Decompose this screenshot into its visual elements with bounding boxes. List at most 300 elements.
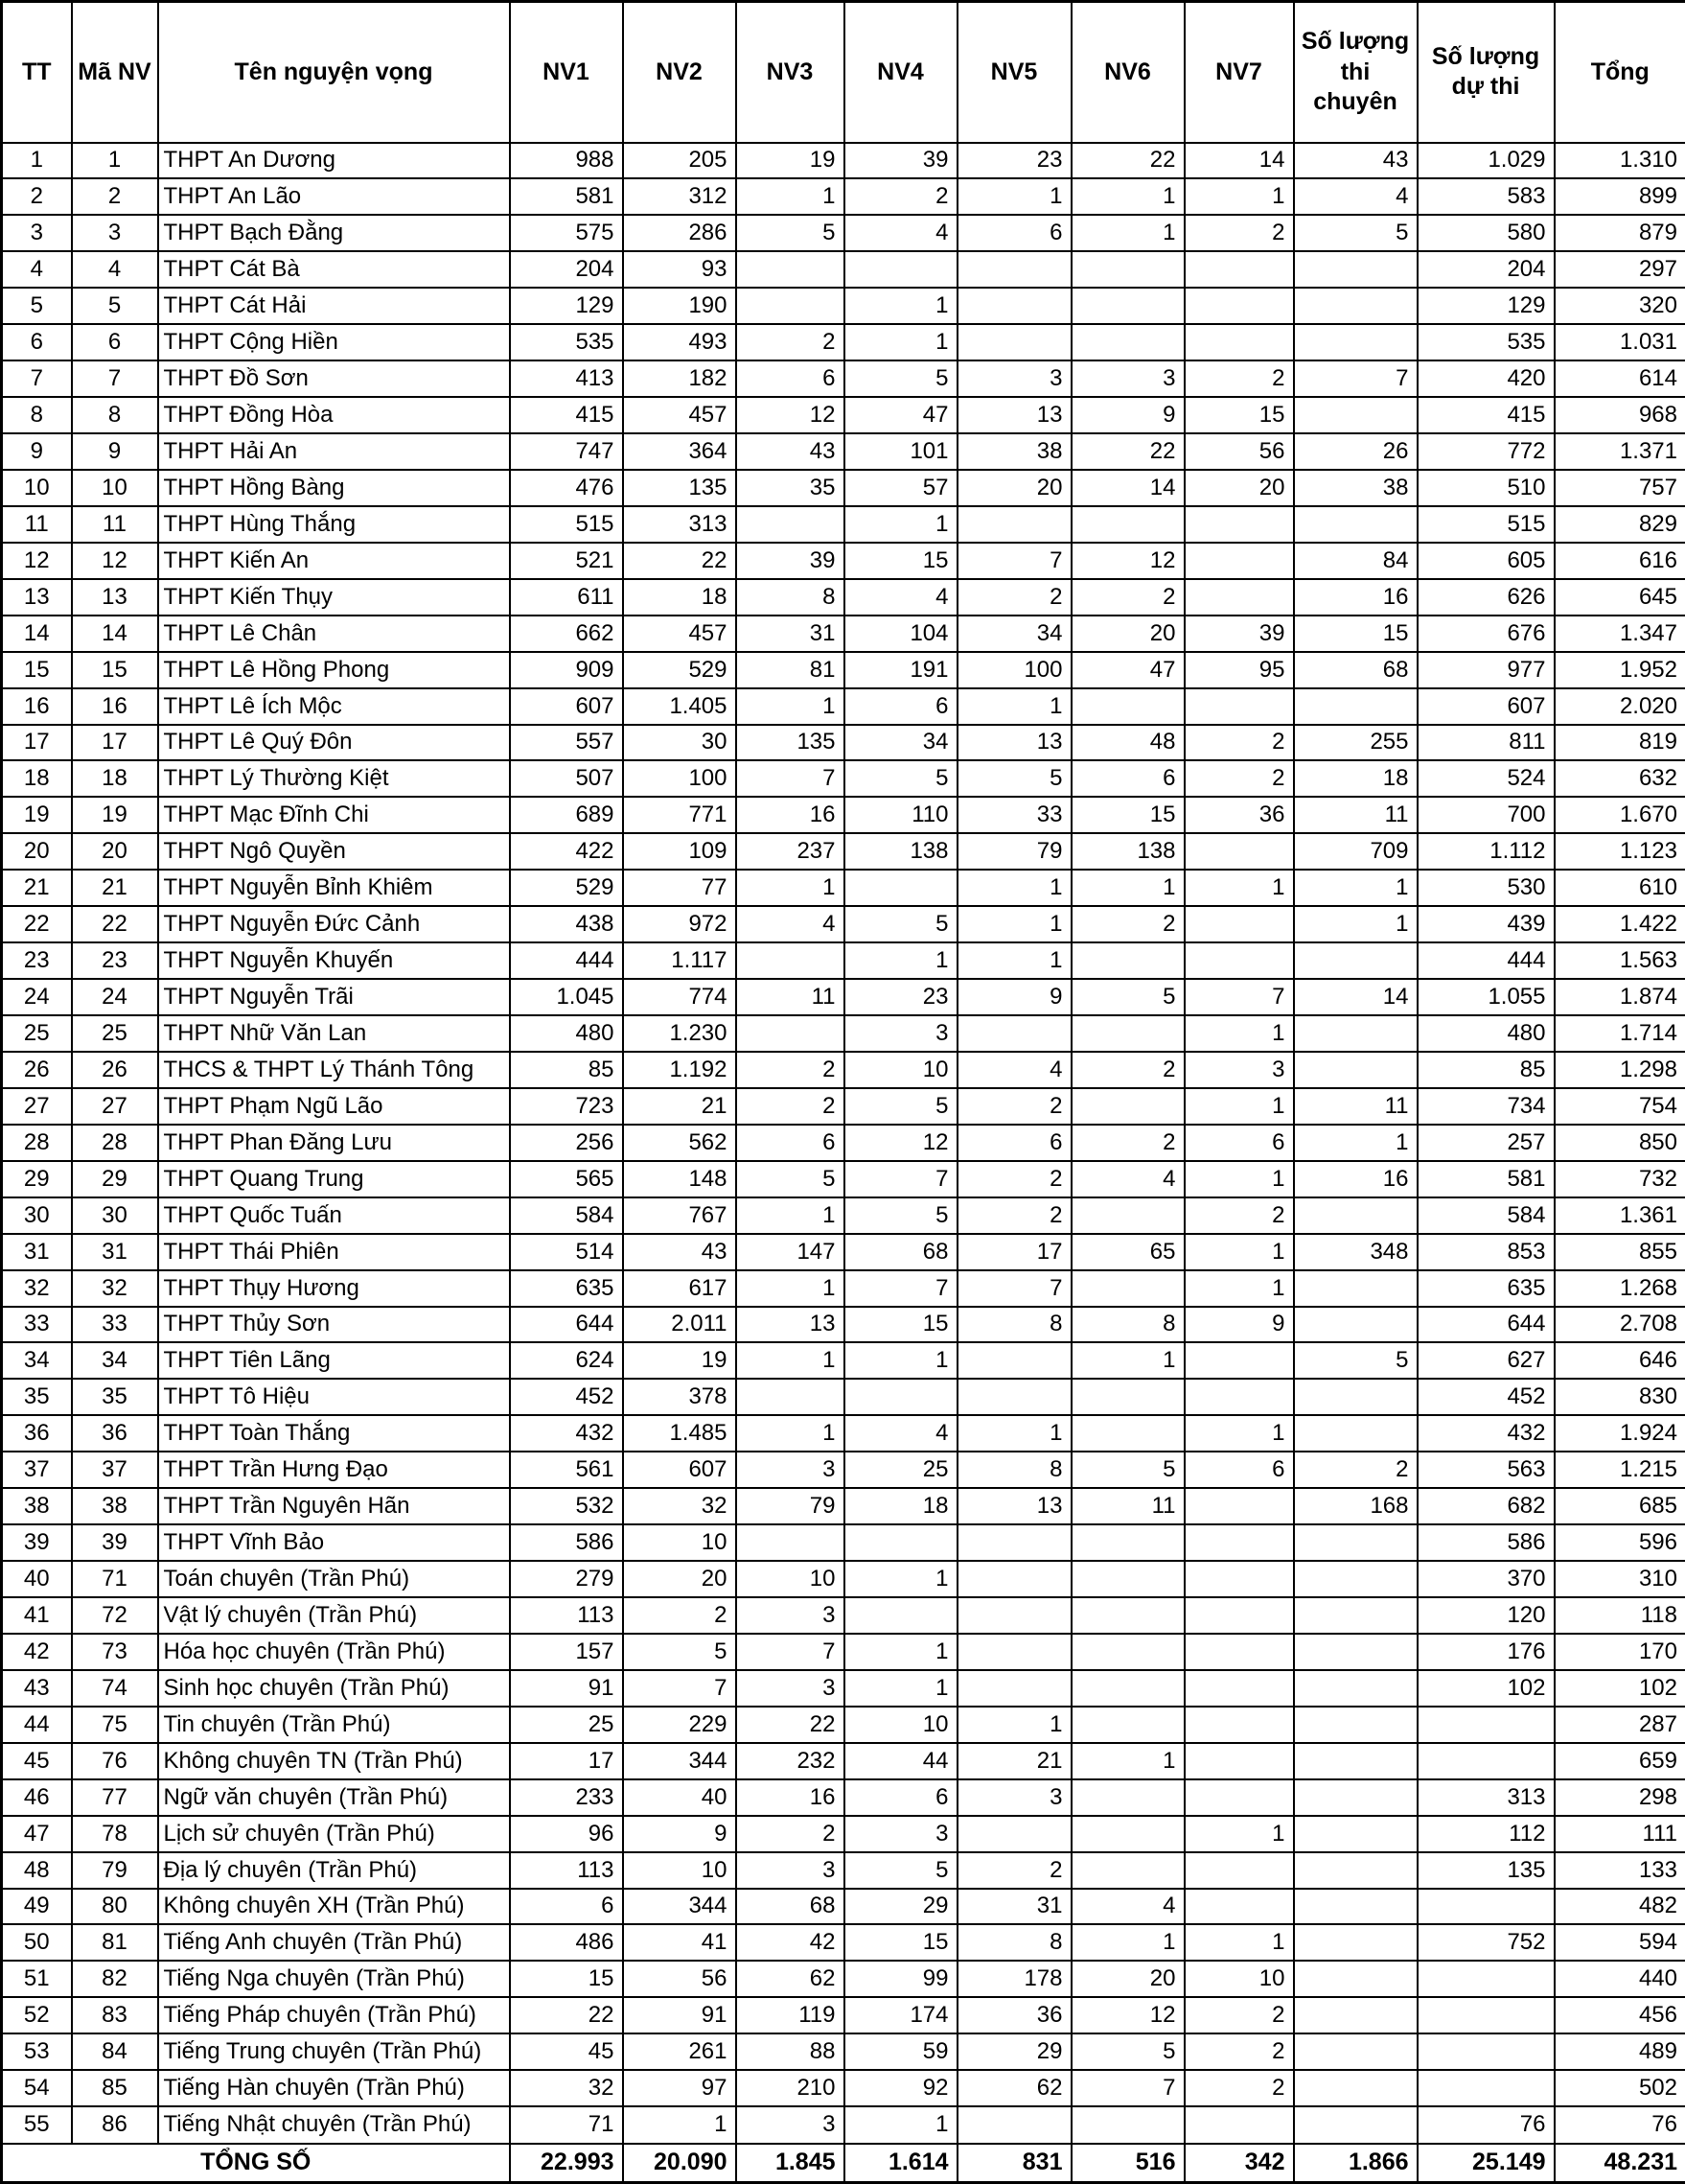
cell-tt: 27 <box>2 1088 72 1125</box>
cell-nv6: 1 <box>1072 1924 1185 1961</box>
cell-tong: 1.422 <box>1555 906 1685 942</box>
cell-nv7: 6 <box>1185 1125 1294 1161</box>
cell-nv6 <box>1072 324 1185 360</box>
cell-ma: 19 <box>72 797 158 833</box>
cell-nv2: 229 <box>623 1707 736 1743</box>
cell-nv4: 2 <box>844 178 958 215</box>
cell-tt: 20 <box>2 833 72 870</box>
cell-tt: 39 <box>2 1524 72 1561</box>
cell-tong: 2.020 <box>1555 688 1685 725</box>
cell-duthi: 563 <box>1418 1452 1555 1488</box>
cell-tong: 754 <box>1555 1088 1685 1125</box>
cell-ma: 23 <box>72 942 158 979</box>
cell-ma: 73 <box>72 1634 158 1670</box>
cell-tt: 32 <box>2 1270 72 1307</box>
table-row <box>2 1415 1685 1452</box>
cell-duthi: 313 <box>1418 1779 1555 1816</box>
cell-tt: 52 <box>2 1997 72 2033</box>
cell-nv4 <box>844 1524 958 1561</box>
cell-nv7 <box>1185 1561 1294 1597</box>
cell-nv3: 43 <box>736 433 844 470</box>
cell-tt: 47 <box>2 1816 72 1852</box>
cell-nv6: 1 <box>1072 178 1185 215</box>
cell-tt: 44 <box>2 1707 72 1743</box>
cell-nv5: 33 <box>958 797 1072 833</box>
cell-nv5 <box>958 1015 1072 1052</box>
cell-duthi: 853 <box>1418 1234 1555 1270</box>
cell-nv1: 521 <box>510 543 623 579</box>
cell-nv7: 95 <box>1185 652 1294 688</box>
table-row <box>2 397 1685 433</box>
cell-duthi: 734 <box>1418 1088 1555 1125</box>
cell-nv7: 1 <box>1185 1088 1294 1125</box>
cell-nv4: 104 <box>844 616 958 652</box>
cell-nv7 <box>1185 324 1294 360</box>
cell-tong: 1.215 <box>1555 1452 1685 1488</box>
cell-nv6: 22 <box>1072 143 1185 179</box>
cell-nv1: 113 <box>510 1852 623 1889</box>
cell-duthi <box>1418 2070 1555 2106</box>
cell-ma: 3 <box>72 215 158 251</box>
cell-duthi: 480 <box>1418 1015 1555 1052</box>
cell-ma: 13 <box>72 579 158 616</box>
cell-nv1: 581 <box>510 178 623 215</box>
cell-thichuyen <box>1294 1779 1418 1816</box>
cell-nv6 <box>1072 688 1185 725</box>
cell-nv2: 100 <box>623 760 736 797</box>
cell-nv3: 3 <box>736 2106 844 2143</box>
cell-duthi: 370 <box>1418 1561 1555 1597</box>
cell-nv6: 5 <box>1072 1452 1185 1488</box>
cell-ma: 14 <box>72 616 158 652</box>
cell-ten: THPT Hồng Bàng <box>158 470 510 506</box>
cell-ten: THPT An Lão <box>158 178 510 215</box>
cell-nv2: 261 <box>623 2033 736 2070</box>
total-cell-nv6: 516 <box>1072 2144 1185 2183</box>
cell-nv6: 5 <box>1072 2033 1185 2070</box>
cell-nv2: 93 <box>623 251 736 288</box>
cell-nv6: 3 <box>1072 360 1185 397</box>
cell-nv3: 12 <box>736 397 844 433</box>
cell-nv5: 1 <box>958 178 1072 215</box>
cell-nv5: 31 <box>958 1889 1072 1925</box>
cell-ma: 2 <box>72 178 158 215</box>
table-row <box>2 433 1685 470</box>
cell-ma: 81 <box>72 1924 158 1961</box>
table-row <box>2 1088 1685 1125</box>
table-row <box>2 906 1685 942</box>
cell-nv7: 7 <box>1185 979 1294 1015</box>
cell-tt: 4 <box>2 251 72 288</box>
cell-nv6 <box>1072 1015 1185 1052</box>
cell-nv4: 68 <box>844 1234 958 1270</box>
cell-tong: 1.031 <box>1555 324 1685 360</box>
cell-duthi: 607 <box>1418 688 1555 725</box>
cell-ma: 8 <box>72 397 158 433</box>
cell-tong: 659 <box>1555 1743 1685 1779</box>
cell-nv7: 2 <box>1185 2033 1294 2070</box>
total-cell-duthi: 25.149 <box>1418 2144 1555 2183</box>
column-header-ma: Mã NV <box>72 2 158 143</box>
cell-nv1: 96 <box>510 1816 623 1852</box>
cell-thichuyen <box>1294 1670 1418 1707</box>
cell-nv7 <box>1185 942 1294 979</box>
table-row <box>2 1197 1685 1234</box>
cell-nv1: 1.045 <box>510 979 623 1015</box>
cell-nv5: 3 <box>958 1779 1072 1816</box>
cell-thichuyen <box>1294 288 1418 324</box>
cell-nv6: 12 <box>1072 1997 1185 2033</box>
cell-thichuyen <box>1294 1307 1418 1343</box>
cell-thichuyen: 168 <box>1294 1488 1418 1524</box>
cell-nv4: 6 <box>844 1779 958 1816</box>
cell-nv3 <box>736 1015 844 1052</box>
cell-tt: 18 <box>2 760 72 797</box>
table-row <box>2 1342 1685 1379</box>
cell-tt: 13 <box>2 579 72 616</box>
cell-nv6: 48 <box>1072 725 1185 761</box>
cell-nv3: 3 <box>736 1452 844 1488</box>
cell-nv2: 190 <box>623 288 736 324</box>
cell-ten: Hóa học chuyên (Trần Phú) <box>158 1634 510 1670</box>
cell-nv5 <box>958 324 1072 360</box>
column-header-thichuyen: Số lượng thi chuyên <box>1294 2 1418 143</box>
cell-ten: THPT Bạch Đằng <box>158 215 510 251</box>
cell-nv7 <box>1185 1707 1294 1743</box>
cell-nv1: 17 <box>510 1743 623 1779</box>
cell-nv1: 575 <box>510 215 623 251</box>
cell-ten: THPT Kiến Thụy <box>158 579 510 616</box>
cell-nv6 <box>1072 251 1185 288</box>
cell-nv1: 129 <box>510 288 623 324</box>
cell-nv5: 13 <box>958 1488 1072 1524</box>
cell-ten: Không chuyên TN (Trần Phú) <box>158 1743 510 1779</box>
cell-nv4 <box>844 251 958 288</box>
cell-nv2: 20 <box>623 1561 736 1597</box>
cell-nv6: 22 <box>1072 433 1185 470</box>
cell-nv1: 438 <box>510 906 623 942</box>
cell-nv6: 47 <box>1072 652 1185 688</box>
cell-nv1: 452 <box>510 1379 623 1415</box>
cell-tong: 489 <box>1555 2033 1685 2070</box>
cell-tong: 1.347 <box>1555 616 1685 652</box>
cell-nv1: 85 <box>510 1052 623 1088</box>
cell-ten: THPT Hải An <box>158 433 510 470</box>
cell-nv4: 44 <box>844 1743 958 1779</box>
cell-ten: Không chuyên XH (Trần Phú) <box>158 1889 510 1925</box>
table-row <box>2 324 1685 360</box>
cell-nv2: 2 <box>623 1597 736 1634</box>
column-header-ten: Tên nguyện vọng <box>158 2 510 143</box>
cell-tong: 1.952 <box>1555 652 1685 688</box>
cell-nv1: 723 <box>510 1088 623 1125</box>
cell-tong: 170 <box>1555 1634 1685 1670</box>
cell-nv7: 1 <box>1185 1924 1294 1961</box>
cell-ma: 39 <box>72 1524 158 1561</box>
cell-thichuyen: 16 <box>1294 1161 1418 1197</box>
cell-nv7: 2 <box>1185 725 1294 761</box>
cell-ma: 31 <box>72 1234 158 1270</box>
table-row <box>2 1670 1685 1707</box>
cell-nv4: 1 <box>844 1634 958 1670</box>
cell-nv7 <box>1185 1342 1294 1379</box>
cell-nv3: 13 <box>736 1307 844 1343</box>
cell-ma: 15 <box>72 652 158 688</box>
cell-nv1: 535 <box>510 324 623 360</box>
cell-thichuyen: 5 <box>1294 1342 1418 1379</box>
cell-nv4: 15 <box>844 1924 958 1961</box>
cell-duthi: 644 <box>1418 1307 1555 1343</box>
cell-nv5 <box>958 2106 1072 2143</box>
cell-nv6 <box>1072 2106 1185 2143</box>
cell-ma: 74 <box>72 1670 158 1707</box>
table-row <box>2 652 1685 688</box>
cell-tt: 17 <box>2 725 72 761</box>
cell-thichuyen: 68 <box>1294 652 1418 688</box>
cell-tong: 1.310 <box>1555 143 1685 179</box>
table-row <box>2 1561 1685 1597</box>
column-header-tt: TT <box>2 2 72 143</box>
cell-ma: 77 <box>72 1779 158 1816</box>
cell-duthi: 752 <box>1418 1924 1555 1961</box>
table-row <box>2 1015 1685 1052</box>
cell-nv2: 22 <box>623 543 736 579</box>
cell-nv5: 34 <box>958 616 1072 652</box>
cell-nv5: 1 <box>958 1707 1072 1743</box>
cell-thichuyen: 11 <box>1294 797 1418 833</box>
cell-nv3 <box>736 1524 844 1561</box>
cell-ten: Tin chuyên (Trần Phú) <box>158 1707 510 1743</box>
cell-nv4: 1 <box>844 1561 958 1597</box>
cell-nv4: 29 <box>844 1889 958 1925</box>
cell-nv1: 6 <box>510 1889 623 1925</box>
cell-tt: 40 <box>2 1561 72 1597</box>
cell-nv7 <box>1185 833 1294 870</box>
cell-thichuyen: 709 <box>1294 833 1418 870</box>
cell-ma: 12 <box>72 543 158 579</box>
cell-nv7 <box>1185 543 1294 579</box>
cell-tt: 28 <box>2 1125 72 1161</box>
cell-nv2: 1.230 <box>623 1015 736 1052</box>
cell-nv3: 79 <box>736 1488 844 1524</box>
cell-nv7: 15 <box>1185 397 1294 433</box>
cell-nv2: 40 <box>623 1779 736 1816</box>
cell-nv7 <box>1185 1889 1294 1925</box>
cell-nv7 <box>1185 2106 1294 2143</box>
cell-nv4: 1 <box>844 324 958 360</box>
cell-tong: 287 <box>1555 1707 1685 1743</box>
cell-thichuyen <box>1294 1270 1418 1307</box>
cell-ma: 26 <box>72 1052 158 1088</box>
cell-tong: 1.670 <box>1555 797 1685 833</box>
cell-ten: THPT Đồng Hòa <box>158 397 510 433</box>
cell-nv2: 21 <box>623 1088 736 1125</box>
cell-nv1: 624 <box>510 1342 623 1379</box>
table-row <box>2 1125 1685 1161</box>
cell-ma: 11 <box>72 506 158 543</box>
cell-nv4: 1 <box>844 288 958 324</box>
cell-nv4: 92 <box>844 2070 958 2106</box>
cell-nv7: 1 <box>1185 1161 1294 1197</box>
cell-thichuyen <box>1294 397 1418 433</box>
cell-duthi: 444 <box>1418 942 1555 979</box>
cell-tt: 53 <box>2 2033 72 2070</box>
cell-tong: 594 <box>1555 1924 1685 1961</box>
cell-nv6 <box>1072 1524 1185 1561</box>
cell-tt: 48 <box>2 1852 72 1889</box>
cell-tong: 1.361 <box>1555 1197 1685 1234</box>
cell-duthi: 76 <box>1418 2106 1555 2143</box>
cell-tong: 757 <box>1555 470 1685 506</box>
cell-tong: 879 <box>1555 215 1685 251</box>
cell-nv5: 23 <box>958 143 1072 179</box>
cell-nv3: 3 <box>736 1597 844 1634</box>
cell-nv7 <box>1185 1597 1294 1634</box>
table-row <box>2 143 1685 179</box>
cell-nv7 <box>1185 1670 1294 1707</box>
cell-nv4: 7 <box>844 1270 958 1307</box>
cell-ten: THCS & THPT Lý Thánh Tông <box>158 1052 510 1088</box>
cell-nv3: 6 <box>736 1125 844 1161</box>
cell-nv2: 774 <box>623 979 736 1015</box>
cell-thichuyen <box>1294 1634 1418 1670</box>
cell-thichuyen <box>1294 2070 1418 2106</box>
cell-duthi: 586 <box>1418 1524 1555 1561</box>
cell-thichuyen <box>1294 1743 1418 1779</box>
cell-duthi: 627 <box>1418 1342 1555 1379</box>
cell-thichuyen <box>1294 1561 1418 1597</box>
cell-nv4 <box>844 1379 958 1415</box>
cell-nv5: 9 <box>958 979 1072 1015</box>
cell-ten: THPT Quang Trung <box>158 1161 510 1197</box>
cell-nv6 <box>1072 942 1185 979</box>
cell-nv6: 9 <box>1072 397 1185 433</box>
cell-nv2: 529 <box>623 652 736 688</box>
cell-ma: 1 <box>72 143 158 179</box>
cell-nv5: 7 <box>958 1270 1072 1307</box>
cell-nv3: 11 <box>736 979 844 1015</box>
table-row <box>2 1379 1685 1415</box>
table-row <box>2 1488 1685 1524</box>
cell-tt: 49 <box>2 1889 72 1925</box>
cell-nv1: 113 <box>510 1597 623 1634</box>
cell-nv1: 71 <box>510 2106 623 2143</box>
cell-nv4: 10 <box>844 1707 958 1743</box>
cell-tong: 610 <box>1555 870 1685 906</box>
cell-nv4: 15 <box>844 1307 958 1343</box>
cell-ten: Ngữ văn chuyên (Trần Phú) <box>158 1779 510 1816</box>
cell-nv1: 507 <box>510 760 623 797</box>
cell-nv5: 38 <box>958 433 1072 470</box>
cell-nv3 <box>736 288 844 324</box>
column-header-nv3: NV3 <box>736 2 844 143</box>
cell-nv3: 1 <box>736 870 844 906</box>
cell-ten: THPT Trần Hưng Đạo <box>158 1452 510 1488</box>
cell-nv3: 62 <box>736 1961 844 1997</box>
cell-tong: 2.708 <box>1555 1307 1685 1343</box>
cell-ten: THPT Ngô Quyền <box>158 833 510 870</box>
cell-nv2: 43 <box>623 1234 736 1270</box>
cell-duthi: 112 <box>1418 1816 1555 1852</box>
cell-nv5: 1 <box>958 942 1072 979</box>
cell-nv5: 2 <box>958 579 1072 616</box>
cell-thichuyen: 26 <box>1294 433 1418 470</box>
cell-ma: 18 <box>72 760 158 797</box>
table-row <box>2 1816 1685 1852</box>
cell-nv3: 7 <box>736 1634 844 1670</box>
cell-thichuyen: 84 <box>1294 543 1418 579</box>
cell-nv4: 39 <box>844 143 958 179</box>
cell-ma: 37 <box>72 1452 158 1488</box>
cell-ma: 6 <box>72 324 158 360</box>
cell-ten: Tiếng Pháp chuyên (Trần Phú) <box>158 1997 510 2033</box>
cell-tong: 76 <box>1555 2106 1685 2143</box>
cell-duthi: 85 <box>1418 1052 1555 1088</box>
cell-nv5: 2 <box>958 1161 1072 1197</box>
cell-nv5 <box>958 288 1072 324</box>
cell-duthi <box>1418 1707 1555 1743</box>
cell-duthi: 772 <box>1418 433 1555 470</box>
cell-thichuyen: 348 <box>1294 1234 1418 1270</box>
cell-thichuyen: 16 <box>1294 579 1418 616</box>
table-row <box>2 688 1685 725</box>
cell-ten: THPT Cát Hải <box>158 288 510 324</box>
cell-nv3: 2 <box>736 324 844 360</box>
cell-nv5: 8 <box>958 1452 1072 1488</box>
cell-nv3: 2 <box>736 1052 844 1088</box>
cell-nv1: 157 <box>510 1634 623 1670</box>
cell-thichuyen: 11 <box>1294 1088 1418 1125</box>
cell-nv5 <box>958 1524 1072 1561</box>
cell-tt: 5 <box>2 288 72 324</box>
cell-nv4: 6 <box>844 688 958 725</box>
cell-nv4: 4 <box>844 215 958 251</box>
column-header-tong: Tổng <box>1555 2 1685 143</box>
cell-nv1: 607 <box>510 688 623 725</box>
table-row <box>2 1997 1685 2033</box>
cell-tt: 46 <box>2 1779 72 1816</box>
cell-nv1: 644 <box>510 1307 623 1343</box>
cell-ten: THPT Nguyễn Bỉnh Khiêm <box>158 870 510 906</box>
cell-ten: THPT Kiến An <box>158 543 510 579</box>
total-cell-nv2: 20.090 <box>623 2144 736 2183</box>
cell-nv4: 15 <box>844 543 958 579</box>
cell-tong: 502 <box>1555 2070 1685 2106</box>
cell-tong: 1.563 <box>1555 942 1685 979</box>
cell-nv2: 148 <box>623 1161 736 1197</box>
cell-nv1: 515 <box>510 506 623 543</box>
table-row <box>2 1852 1685 1889</box>
cell-nv2: 1.405 <box>623 688 736 725</box>
cell-nv3: 3 <box>736 1670 844 1707</box>
header-row <box>2 2 1685 143</box>
cell-nv4: 1 <box>844 1342 958 1379</box>
cell-nv4: 34 <box>844 725 958 761</box>
cell-nv4: 1 <box>844 942 958 979</box>
table-row <box>2 1052 1685 1088</box>
cell-duthi: 524 <box>1418 760 1555 797</box>
cell-thichuyen <box>1294 1816 1418 1852</box>
cell-nv2: 344 <box>623 1743 736 1779</box>
cell-thichuyen <box>1294 1197 1418 1234</box>
table-row <box>2 2106 1685 2143</box>
cell-tong: 1.714 <box>1555 1015 1685 1052</box>
cell-tt: 35 <box>2 1379 72 1415</box>
cell-nv6: 8 <box>1072 1307 1185 1343</box>
cell-nv1: 279 <box>510 1561 623 1597</box>
cell-nv7: 1 <box>1185 1015 1294 1052</box>
cell-ten: THPT Lê Quý Đôn <box>158 725 510 761</box>
